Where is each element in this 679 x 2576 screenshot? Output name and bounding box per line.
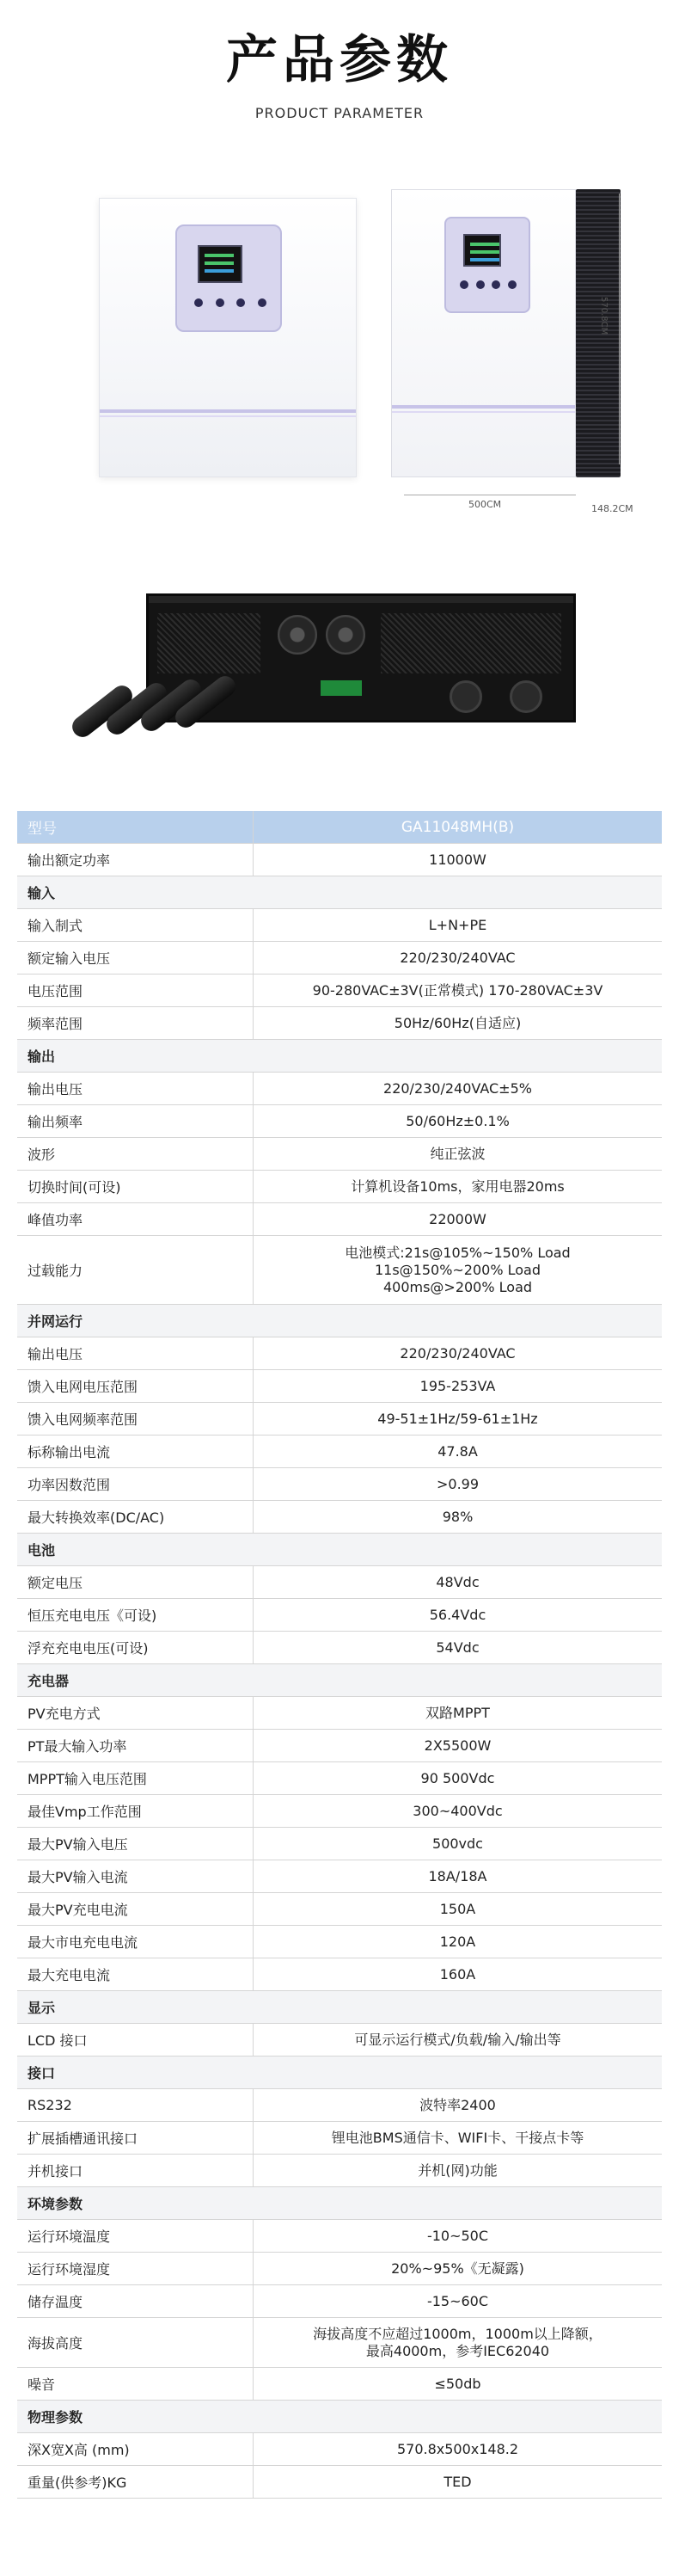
row-value: 2X5500W [424,1737,492,1754]
page-title: 产品参数 [226,30,453,90]
width-dimension-label: 500CM [468,499,502,510]
section-label: 接口 [28,2065,56,2081]
table-row [17,1203,662,1236]
row-key: 最大PV输入电流 [17,1860,254,1892]
row-value: L+N+PE [428,916,487,933]
row-key: 功率因数范围 [17,1468,254,1500]
row-key: 最大转换效率(DC/AC) [17,1501,254,1533]
table-row [17,1762,662,1795]
row-key: 扩展插槽通讯接口 [17,2122,254,2154]
vent-grill [381,613,561,673]
row-key: 输出电压 [17,1073,254,1104]
row-value: 49-51±1Hz/59-61±1Hz [377,1410,538,1427]
table-row [17,1730,662,1762]
row-value: 98% [442,1508,474,1525]
row-key: 电压范围 [17,974,254,1006]
row-value: 海拔高度不应超过1000m，1000m以上降额， 最高4000m，参考IEC62040 [313,2325,603,2359]
row-key: 标称输出电流 [17,1436,254,1467]
control-panel-icon [175,224,282,332]
table-row [17,1566,662,1599]
section-label: 显示 [28,2000,56,2016]
heatsink-fins [576,189,621,477]
table-row [17,909,662,942]
row-value: 纯正弦波 [430,1145,486,1162]
decor-stripe [100,409,356,413]
fan-icon [278,615,317,655]
table-row [17,1337,662,1370]
section-label: 电池 [28,1542,56,1559]
table-row [17,1828,662,1860]
row-key: RS232 [17,2089,254,2121]
table-row [17,2433,662,2466]
row-value: -10~50C [426,2227,489,2244]
control-panel-icon [444,217,530,313]
row-value: -15~60C [426,2292,489,2309]
table-row [17,2285,662,2318]
row-value: 54Vdc [436,1638,480,1656]
section-row [17,2401,662,2433]
row-value: 可显示运行模式/负载/输入/输出等 [354,2031,561,2048]
row-key: PV充电方式 [17,1697,254,1729]
row-key: LCD 接口 [17,2024,254,2056]
row-value: 90-280VAC±3V(正常模式) 170-280VAC±3V [312,981,603,999]
row-key: 运行环境温度 [17,2220,254,2252]
section-row [17,1040,662,1073]
table-row [17,2318,662,2368]
page-subtitle: PRODUCT PARAMETER [254,105,425,121]
table-row [17,1697,662,1730]
row-key: PT最大输入功率 [17,1730,254,1761]
row-key: 输出频率 [17,1105,254,1137]
row-key: 输入制式 [17,909,254,941]
row-key: MPPT输入电压范围 [17,1762,254,1794]
table-row [17,1073,662,1105]
table-row [17,1893,662,1926]
inverter-side-image [391,181,623,490]
table-row [17,2253,662,2285]
decor-stripe [392,405,575,409]
section-label: 并网运行 [28,1313,83,1330]
section-label: 输出 [28,1048,56,1065]
row-value: 50Hz/60Hz(自适应) [394,1014,522,1031]
table-header-row [17,811,662,844]
table-row [17,2024,662,2056]
row-key: 额定输入电压 [17,942,254,974]
table-row [17,1007,662,1040]
row-value: TED [443,2473,472,2490]
section-row [17,2187,662,2220]
vent-grill [157,613,260,673]
table-row [17,1138,662,1171]
row-value: 18A/18A [428,1867,487,1884]
table-row [17,1860,662,1893]
panel-buttons-icon [460,280,517,289]
row-key: 波形 [17,1138,254,1170]
height-dimension-line [619,194,620,464]
row-value: 47.8A [437,1442,478,1460]
row-key: 海拔高度 [17,2318,254,2367]
row-value: 50/60Hz±0.1% [406,1112,510,1129]
section-label: 物理参数 [28,2409,83,2425]
table-row [17,1236,662,1305]
row-key: 运行环境湿度 [17,2253,254,2284]
row-key: 输出电压 [17,1337,254,1369]
section-row [17,876,662,909]
row-key: 最大PV充电电流 [17,1893,254,1925]
rack-top-strip [149,596,573,603]
row-value: 160A [439,1965,476,1983]
lcd-screen-icon [463,234,501,267]
section-label: 充电器 [28,1673,70,1689]
row-key: 输出额定功率 [17,844,254,876]
row-key: 最佳Vmp工作范围 [17,1795,254,1827]
row-value: 48Vdc [436,1573,480,1590]
row-value: 56.4Vdc [429,1606,486,1623]
section-label: 环境参数 [28,2196,83,2212]
header-value: GA11048MH(B) [401,818,515,836]
row-key: 最大市电充电电流 [17,1926,254,1958]
section-row [17,2056,662,2089]
row-value: 计算机设备10ms，家用电器20ms [351,1177,565,1195]
table-row [17,1403,662,1436]
table-row [17,1171,662,1203]
row-value: 90 500Vdc [420,1769,495,1786]
lcd-screen-icon [198,245,242,283]
row-value: 波特率2400 [419,2096,496,2113]
row-value: 500vdc [432,1835,483,1852]
section-row [17,1534,662,1566]
header-key: 型号 [17,811,254,843]
row-key: 馈入电网电压范围 [17,1370,254,1402]
height-dimension-label: 570.8CM [599,297,609,335]
row-key: 最大PV输入电压 [17,1828,254,1860]
table-row [17,942,662,974]
row-value: 570.8x500x148.2 [396,2440,519,2457]
table-row [17,2368,662,2401]
row-value: 220/230/240VAC [400,949,516,966]
row-value: 220/230/240VAC [400,1344,516,1362]
row-key: 切换时间(可设) [17,1171,254,1202]
row-value: 锂电池BMS通信卡、WIFI卡、干接点卡等 [331,2129,584,2146]
table-row [17,1370,662,1403]
fan-icon [326,615,365,655]
table-row [17,1632,662,1664]
table-row [17,2155,662,2187]
table-row [17,2122,662,2155]
row-value: 150A [439,1900,476,1917]
row-value: >0.99 [436,1475,480,1492]
table-row [17,2220,662,2253]
row-value: 300~400Vdc [413,1802,503,1819]
table-row [17,1926,662,1958]
row-key: 馈入电网频率范围 [17,1403,254,1435]
table-row [17,1795,662,1828]
row-value: 195-253VA [419,1377,496,1394]
row-value: 20%~95%《无凝露) [391,2259,524,2277]
row-value: 22000W [429,1210,486,1227]
row-value: 120A [439,1933,476,1950]
row-value: 并机(网)功能 [418,2161,498,2179]
row-key: 最大充电电流 [17,1958,254,1990]
row-value: ≤50db [434,2375,481,2392]
row-key: 过载能力 [17,1236,254,1304]
row-value: 11000W [429,851,486,868]
table-row [17,844,662,876]
table-row [17,1958,662,1991]
inverter-front-image [99,198,357,477]
row-value: 双路MPPT [425,1704,490,1721]
table-row [17,974,662,1007]
table-row [17,2466,662,2499]
table-row [17,1436,662,1468]
panel-buttons-icon [194,298,266,307]
table-row [17,1599,662,1632]
table-row [17,1501,662,1534]
section-row [17,1991,662,2024]
table-row [17,2089,662,2122]
section-row [17,1305,662,1337]
row-key: 储存温度 [17,2285,254,2317]
row-key: 重量(供参考)KG [17,2466,254,2498]
row-value: 220/230/240VAC±5% [383,1079,532,1097]
row-key: 恒压充电电压《可设) [17,1599,254,1631]
section-row [17,1664,662,1697]
terminal-block [321,680,362,696]
row-key: 峰值功率 [17,1203,254,1235]
depth-dimension-label: 148.2CM [591,503,633,514]
row-value: 电池模式:21s@105%~150% Load 11s@150%~200% Load 400ms@>200% Load [345,1244,571,1295]
row-key: 噪音 [17,2368,254,2400]
row-key: 频率范围 [17,1007,254,1039]
table-row [17,1105,662,1138]
row-key: 额定电压 [17,1566,254,1598]
row-key: 深X宽X高 (mm) [17,2433,254,2465]
table-row [17,1468,662,1501]
section-label: 输入 [28,885,56,901]
row-key: 浮充充电电压(可设) [17,1632,254,1663]
row-key: 并机接口 [17,2155,254,2186]
ac-socket-icon [510,680,542,713]
decor-stripe [100,415,356,417]
spec-table [17,811,662,2499]
decor-stripe [392,411,575,413]
ac-socket-icon [450,680,482,713]
